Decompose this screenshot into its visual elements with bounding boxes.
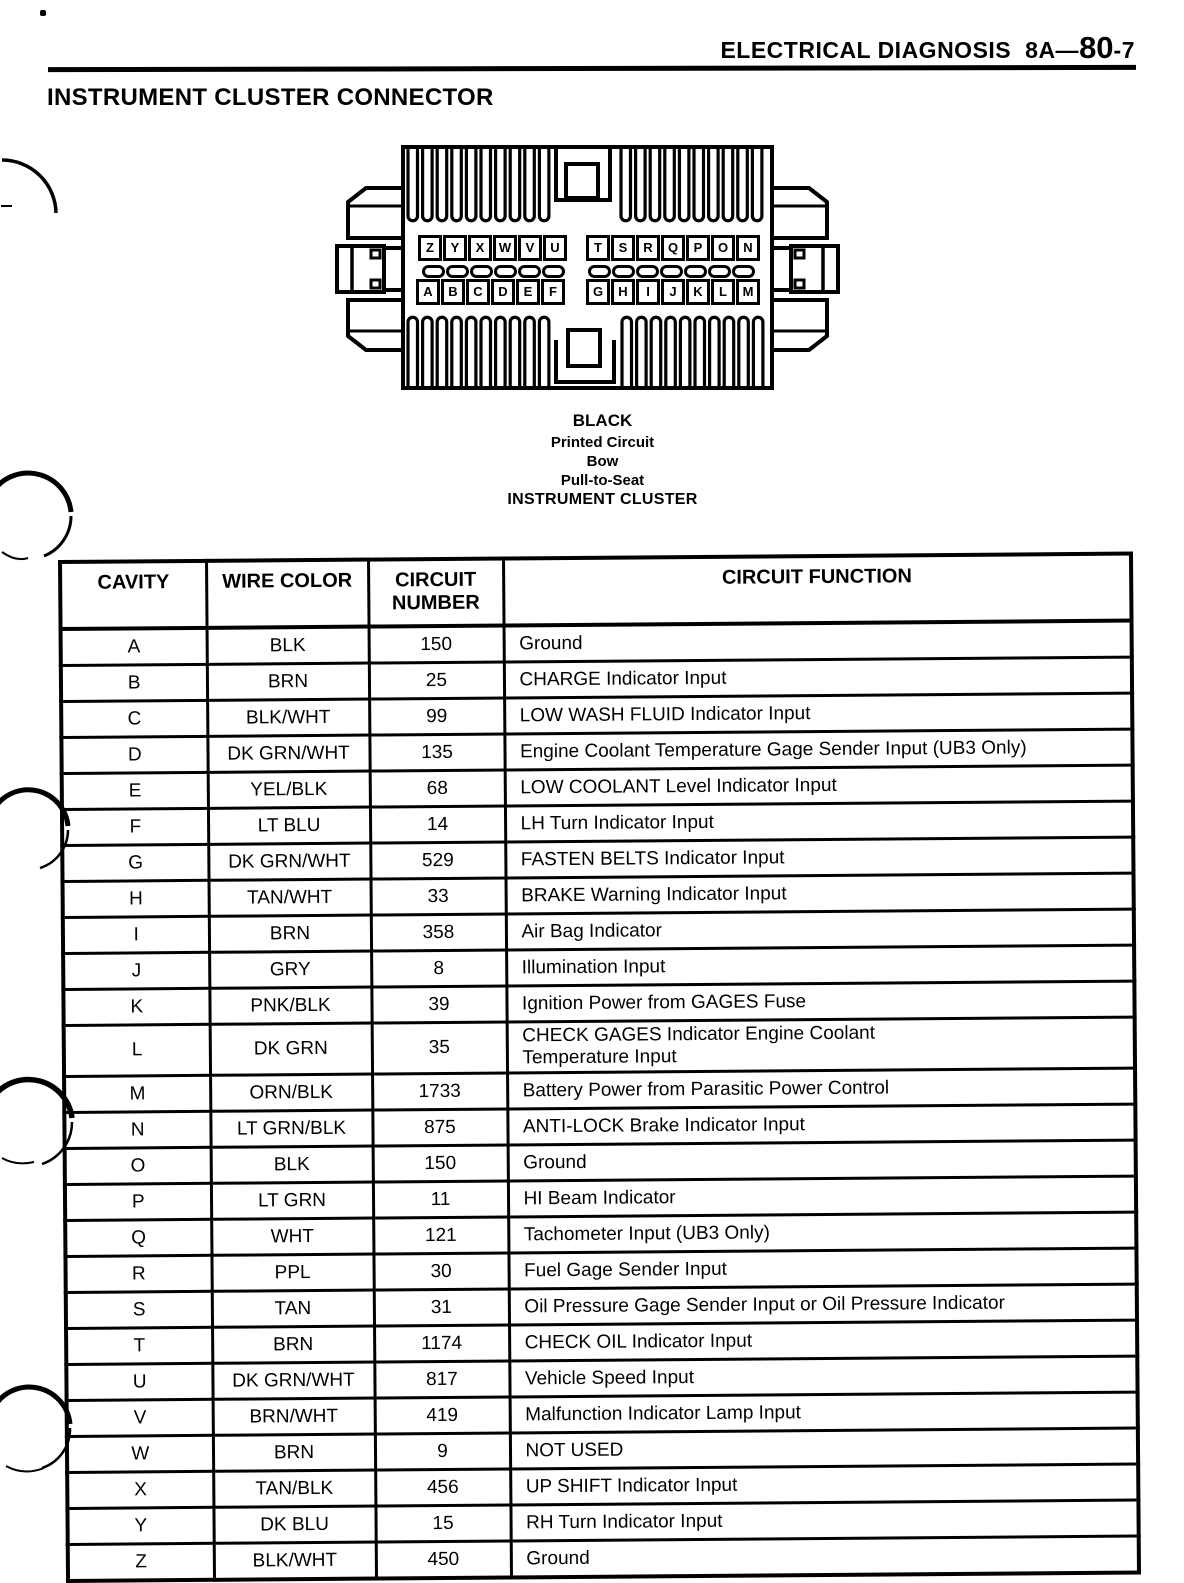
cavity-cell: T [66, 1327, 212, 1364]
wire-color-cell: DK GRN/WHT [207, 735, 369, 772]
comb-finger [738, 148, 748, 221]
circuit-number-cell: 68 [370, 770, 505, 807]
circuit-number-cell: 1174 [374, 1325, 509, 1362]
cavity-box-e: E [516, 279, 540, 305]
circuit-number-cell: 150 [369, 626, 504, 664]
comb-finger [679, 148, 689, 221]
circuit-number-cell: 8 [371, 950, 506, 987]
wire-color-cell: BRN [212, 1326, 374, 1363]
cavity-box-b: B [441, 279, 465, 305]
comb-finger [665, 148, 675, 221]
wire-color-cell: BLK/WHT [214, 1542, 376, 1580]
diagram-caption [330, 411, 875, 509]
circuit-function-cell: Vehicle Speed Input [509, 1356, 1137, 1397]
circuit-function-cell: Ground [504, 621, 1132, 662]
cavity-box-m: M [736, 279, 760, 305]
circuit-function-cell: Engine Coolant Temperature Gage Sender Input (UB3 Only) [504, 729, 1132, 770]
comb-finger [666, 317, 676, 387]
cavity-box-y: Y [443, 235, 467, 261]
cavity-box-s: S [611, 235, 635, 261]
cavity-box-i: I [636, 279, 660, 305]
wire-color-cell: LT GRN/BLK [210, 1110, 372, 1147]
wire-color-cell: LT GRN [211, 1182, 373, 1219]
circuit-function-cell: Tachometer Input (UB3 Only) [508, 1212, 1136, 1253]
cavity-cell: X [67, 1471, 213, 1508]
cavity-row-bottom-right [586, 279, 761, 305]
circuit-function-cell: Battery Power from Parasitic Power Control [507, 1068, 1135, 1109]
terminal-slot-oval [636, 265, 659, 278]
circuit-number-cell: 39 [371, 986, 506, 1023]
circuit-number-cell: 14 [370, 806, 505, 843]
circuit-function-cell: Oil Pressure Gage Sender Input or Oil Pressure Indicator [509, 1284, 1137, 1325]
circuit-number-cell: 35 [372, 1022, 507, 1074]
comb-finger [437, 317, 447, 387]
wire-color-cell: TAN/BLK [213, 1470, 375, 1507]
circuit-function-cell: Ignition Power from GAGES Fuse [506, 981, 1134, 1022]
pinout-table-body [61, 621, 1139, 1581]
circuit-number-cell: 99 [369, 698, 504, 735]
cavity-box-p: P [686, 235, 710, 261]
wire-color-cell: WHT [211, 1218, 373, 1255]
wire-color-cell: DK GRN [210, 1023, 372, 1075]
wire-color-cell: TAN/WHT [209, 879, 371, 916]
comb-finger [650, 148, 660, 221]
connector-diagram [330, 138, 875, 405]
comb-finger [466, 317, 476, 387]
cavity-cell: Q [65, 1219, 211, 1256]
wire-color-cell: BLK [207, 627, 369, 665]
comb-finger [408, 148, 418, 221]
cavity-cell: C [61, 700, 207, 737]
comb-finger [621, 148, 631, 221]
circuit-number-cell: 358 [371, 914, 506, 951]
circuit-number-cell: 31 [374, 1289, 509, 1326]
cavity-cell: O [65, 1147, 211, 1184]
cavity-cell: V [67, 1399, 213, 1436]
circuit-function-cell: UP SHIFT Indicator Input [510, 1464, 1138, 1505]
circuit-function-cell: Illumination Input [506, 945, 1134, 986]
wire-color-cell: DK GRN/WHT [208, 843, 370, 880]
circuit-function-cell: Ground [511, 1536, 1139, 1577]
cavity-cell: P [65, 1183, 211, 1220]
terminal-slot-oval [588, 265, 611, 278]
cavity-cell: Z [68, 1543, 214, 1581]
cavity-cell: S [66, 1291, 212, 1328]
comb-finger [637, 317, 647, 387]
comb-finger [680, 317, 690, 387]
cavity-row-top-left [418, 235, 568, 261]
circuit-number-cell: 9 [375, 1433, 510, 1470]
left-mounting-ear-top [348, 188, 403, 238]
wire-color-cell: BRN [207, 663, 369, 700]
circuit-number-cell: 1733 [372, 1073, 507, 1110]
wire-color-cell: BLK/WHT [207, 699, 369, 736]
terminal-slot-oval [542, 265, 565, 278]
caption-line: Pull-to-Seat [560, 472, 645, 489]
cavity-cell: R [65, 1255, 211, 1292]
wire-color-cell: YEL/BLK [208, 771, 370, 808]
right-side-hardware [772, 188, 838, 350]
cavity-box-a: A [416, 279, 440, 305]
cavity-cell: H [63, 880, 209, 917]
comb-finger [539, 148, 549, 221]
cavity-box-z: Z [418, 235, 442, 261]
page-number-prefix: 8A— [1025, 37, 1080, 63]
circuit-number-cell: 25 [369, 662, 504, 699]
terminal-slots-left [422, 265, 566, 278]
cavity-box-h: H [611, 279, 635, 305]
column-header-circuit-number: CIRCUIT NUMBER [368, 559, 504, 627]
comb-finger [525, 148, 535, 221]
cavity-cell: K [63, 988, 209, 1025]
comb-finger [408, 317, 418, 387]
column-header-circuit-function: CIRCUIT FUNCTION [503, 554, 1132, 626]
comb-finger [622, 317, 632, 387]
circuit-function-cell: CHECK GAGES Indicator Engine Coolant Temperature Input [507, 1017, 1135, 1073]
cavity-cell: B [61, 664, 207, 701]
circuit-number-cell: 135 [369, 734, 504, 771]
wire-color-cell: PNK/BLK [209, 987, 371, 1024]
cavity-box-d: D [491, 279, 515, 305]
comb-finger [695, 317, 705, 387]
cavity-box-o: O [711, 235, 735, 261]
circuit-function-cell: Malfunction Indicator Lamp Input [510, 1392, 1138, 1433]
comb-finger [437, 148, 447, 221]
circuit-number-cell: 150 [373, 1145, 508, 1182]
comb-finger [423, 317, 433, 387]
circuit-function-cell: LOW WASH FLUID Indicator Input [504, 693, 1132, 734]
cavity-box-j: J [661, 279, 685, 305]
cavity-box-v: V [518, 235, 542, 261]
cavity-cell: G [62, 844, 208, 881]
page-number-suffix: -7 [1113, 37, 1135, 63]
bottom-index-tab [556, 330, 614, 382]
comb-finger [710, 317, 720, 387]
circuit-number-cell: 450 [376, 1541, 511, 1579]
comb-finger [496, 148, 506, 221]
comb-finger [510, 317, 520, 387]
comb-finger [651, 317, 661, 387]
column-header-wire-color: WIRE COLOR [206, 560, 369, 628]
left-mounting-ear-bottom [348, 300, 403, 350]
cavity-box-x: X [468, 235, 492, 261]
page-title: INSTRUMENT CLUSTER CONNECTOR [47, 84, 494, 111]
circuit-function-cell: LOW COOLANT Level Indicator Input [505, 765, 1133, 806]
terminal-slot-oval [422, 265, 445, 278]
comb-finger [739, 317, 749, 387]
wire-color-cell: DK GRN/WHT [212, 1362, 374, 1399]
cavity-box-t: T [586, 235, 610, 261]
terminal-slot-oval [684, 265, 707, 278]
caption-line: Printed Circuit [550, 434, 655, 451]
cavity-box-l: L [711, 279, 735, 305]
circuit-number-cell: 817 [374, 1361, 509, 1398]
circuit-number-cell: 875 [372, 1109, 507, 1146]
cavity-box-f: F [541, 279, 565, 305]
cavity-cell: Y [67, 1507, 213, 1544]
page-number-emphasis: 80 [1079, 30, 1114, 65]
cavity-box-n: N [736, 235, 760, 261]
wire-color-cell: DK BLU [213, 1506, 375, 1543]
wire-color-cell: BRN [213, 1434, 375, 1471]
cavity-box-w: W [493, 235, 517, 261]
table-header-row [60, 554, 1131, 629]
circuit-number-cell: 419 [375, 1397, 510, 1434]
circuit-function-cell: CHARGE Indicator Input [504, 657, 1132, 698]
terminal-slot-oval [518, 265, 541, 278]
comb-finger [525, 317, 535, 387]
comb-finger [510, 148, 520, 221]
circuit-function-cell: HI Beam Indicator [508, 1176, 1136, 1217]
comb-finger [481, 317, 491, 387]
terminal-slot-oval [494, 265, 517, 278]
cavity-box-q: Q [661, 235, 685, 261]
cavity-cell: L [64, 1024, 210, 1076]
terminal-slot-oval [708, 265, 731, 278]
terminal-slot-oval [660, 265, 683, 278]
running-header [720, 30, 1135, 66]
comb-finger [496, 317, 506, 387]
circuit-function-cell: Fuel Gage Sender Input [508, 1248, 1136, 1289]
comb-finger [709, 148, 719, 221]
comb-finger [723, 148, 733, 221]
cavity-cell: A [61, 628, 207, 666]
cavity-cell: I [63, 916, 209, 953]
caption-line: BLACK [572, 411, 633, 430]
comb-finger [724, 317, 734, 387]
comb-finger [423, 148, 433, 221]
cavity-box-k: K [686, 279, 710, 305]
caption-line: Bow [586, 453, 619, 470]
wire-color-cell: PPL [211, 1254, 373, 1291]
table-row [64, 1017, 1135, 1076]
wire-color-cell: BRN/WHT [213, 1398, 375, 1435]
wire-color-cell: LT BLU [208, 807, 370, 844]
wire-color-cell: BLK [211, 1146, 373, 1183]
comb-finger [452, 148, 462, 221]
terminal-slots-right [588, 265, 756, 278]
cavity-box-g: G [586, 279, 610, 305]
circuit-number-cell: 33 [371, 878, 506, 915]
cavity-box-c: C [466, 279, 490, 305]
comb-finger [753, 317, 763, 387]
cavity-box-r: R [636, 235, 660, 261]
circuit-number-cell: 11 [373, 1181, 508, 1218]
top-index-tab [556, 149, 610, 200]
circuit-number-cell: 529 [370, 842, 505, 879]
cavity-box-u: U [543, 235, 567, 261]
cavity-cell: W [67, 1435, 213, 1472]
terminal-slot-oval [470, 265, 493, 278]
cavity-cell: U [66, 1363, 212, 1400]
left-side-hardware [337, 188, 403, 350]
comb-finger [694, 148, 704, 221]
circuit-function-cell: NOT USED [510, 1428, 1138, 1469]
comb-finger [539, 317, 549, 387]
circuit-number-cell: 15 [375, 1505, 510, 1542]
circuit-function-cell: Air Bag Indicator [506, 909, 1134, 950]
cavity-cell: F [62, 808, 208, 845]
section-label: ELECTRICAL DIAGNOSIS [720, 37, 1012, 63]
circuit-function-cell: Ground [508, 1140, 1136, 1181]
terminal-slot-oval [446, 265, 469, 278]
circuit-number-cell: 456 [375, 1469, 510, 1506]
column-header-cavity: CAVITY [60, 561, 207, 629]
terminal-slot-oval [612, 265, 635, 278]
cavity-cell: M [64, 1075, 210, 1112]
comb-finger [466, 148, 476, 221]
table-row [68, 1536, 1139, 1581]
circuit-function-cell: CHECK OIL Indicator Input [509, 1320, 1137, 1361]
circuit-function-cell: BRAKE Warning Indicator Input [506, 873, 1134, 914]
wire-color-cell: ORN/BLK [210, 1074, 372, 1111]
comb-finger [481, 148, 491, 221]
comb-finger [752, 148, 762, 221]
cavity-cell: D [61, 736, 207, 773]
circuit-number-cell: 30 [373, 1253, 508, 1290]
pinout-table [58, 552, 1141, 1583]
cavity-cell: J [63, 952, 209, 989]
terminal-slot-oval [732, 265, 755, 278]
circuit-function-cell: FASTEN BELTS Indicator Input [505, 837, 1133, 878]
wire-color-cell: BRN [209, 915, 371, 952]
cavity-row-top-right [586, 235, 761, 261]
circuit-number-cell: 121 [373, 1217, 508, 1254]
comb-finger [452, 317, 462, 387]
left-latch-clip [337, 246, 403, 292]
cavity-cell: N [64, 1111, 210, 1148]
caption-line: INSTRUMENT CLUSTER [507, 491, 698, 508]
circuit-function-cell: LH Turn Indicator Input [505, 801, 1133, 842]
cavity-row-bottom-left [416, 279, 566, 305]
circuit-function-cell: ANTI-LOCK Brake Indicator Input [507, 1104, 1135, 1145]
circuit-function-cell: RH Turn Indicator Input [510, 1500, 1138, 1541]
wire-color-cell: TAN [212, 1290, 374, 1327]
wire-color-cell: GRY [209, 951, 371, 988]
comb-finger [636, 148, 646, 221]
header-rule [48, 65, 1136, 72]
cavity-cell: E [62, 772, 208, 809]
